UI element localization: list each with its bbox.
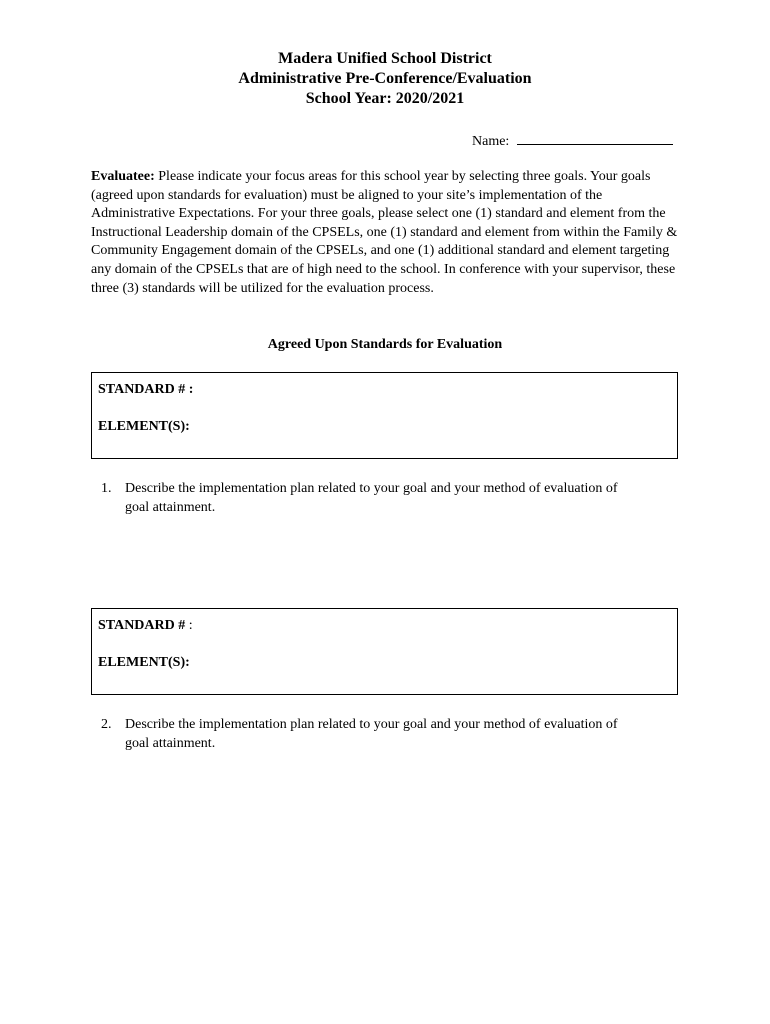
instructions-text: Please indicate your focus areas for this school year by selecting three goals. Your goals (agreed upon standards for evaluation) must be aligned to your site’s implementation of the Administrative Expectations. For your three goals, please select one (1) standard and element from the Instructional Leadership domain of the CPSELs, one (1) standard and element from within the Family & Community Engagement domain of the CPSELs, and one (1) additional standard and element targeting any domain of the CPSELs that are of high need to the school. In conference with your supervisor, these three (3) standards will be utilized for the evaluation process. bbox=[91, 169, 678, 296]
evaluatee-label: Evaluatee: bbox=[91, 169, 155, 184]
section-title: Agreed Upon Standards for Evaluation bbox=[267, 337, 503, 352]
element-label: ELEMENT(S): bbox=[98, 419, 190, 434]
question-1 bbox=[101, 480, 681, 517]
question-number: 1. bbox=[101, 481, 112, 496]
instructions-paragraph bbox=[91, 168, 683, 298]
question-number: 2. bbox=[101, 717, 112, 732]
standard-label: STANDARD # : bbox=[98, 382, 194, 397]
school-year: School Year: 2020/2021 bbox=[305, 90, 465, 107]
document-header bbox=[0, 49, 770, 109]
question-text: Describe the implementation plan related to your goal and your method of evaluation of bbox=[125, 481, 618, 496]
question-text-continued: goal attainment. bbox=[125, 499, 216, 515]
name-blank-line[interactable] bbox=[517, 130, 673, 145]
form-title: Administrative Pre-Conference/Evaluation bbox=[238, 70, 532, 87]
question-text: Describe the implementation plan related to your goal and your method of evaluation of bbox=[125, 717, 618, 732]
district-title: Madera Unified School District bbox=[278, 50, 492, 67]
element-label: ELEMENT(S): bbox=[98, 655, 190, 670]
question-text-continued: goal attainment. bbox=[125, 735, 216, 751]
standard-box-1[interactable] bbox=[91, 372, 678, 459]
question-2 bbox=[101, 716, 681, 753]
standard-label: STANDARD # : bbox=[98, 618, 193, 633]
name-label: Name: bbox=[472, 134, 510, 149]
standard-box-2[interactable] bbox=[91, 608, 678, 695]
name-field bbox=[472, 130, 673, 151]
